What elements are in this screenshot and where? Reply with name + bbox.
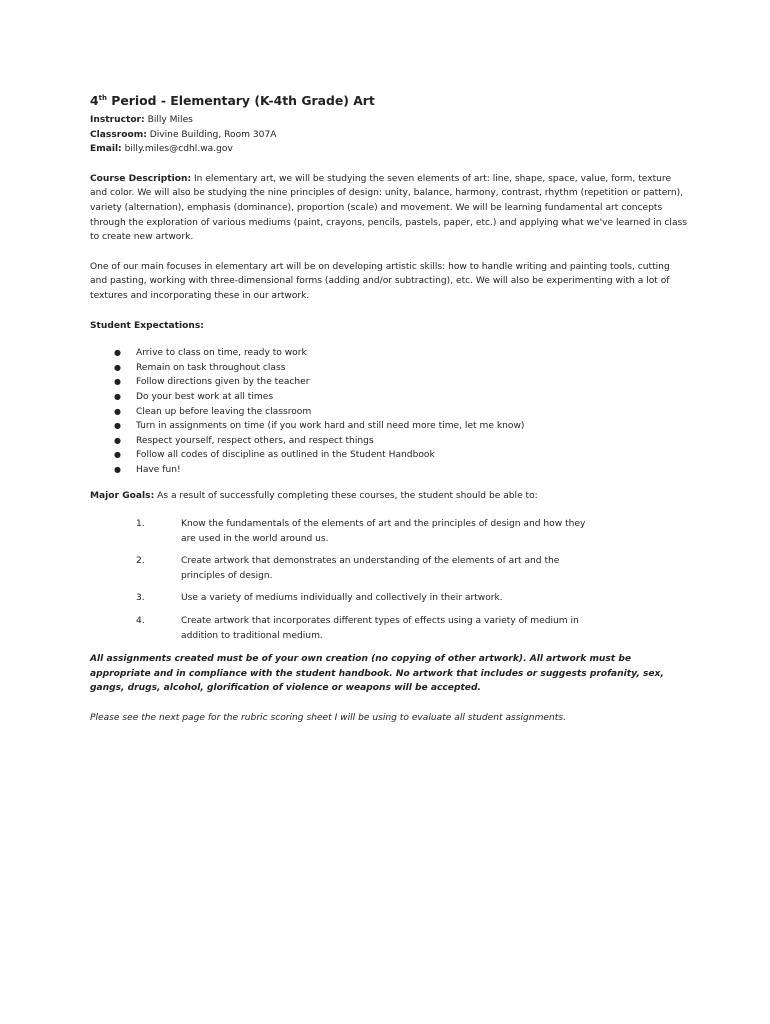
list-item	[90, 463, 688, 478]
list-item	[90, 448, 688, 463]
goals-label: Major Goals:	[90, 491, 155, 502]
title-superscript: th	[98, 93, 107, 102]
bullet-icon: ●	[114, 464, 121, 474]
list-item	[90, 390, 688, 405]
bullet-icon: ●	[114, 348, 121, 358]
document-content	[90, 92, 688, 726]
bullet-icon: ●	[114, 391, 121, 401]
list-item-text: Arrive to class on time, ready to work	[136, 348, 307, 359]
list-item	[90, 434, 688, 449]
classroom-value: Divine Building, Room 307A	[146, 129, 277, 140]
list-item	[90, 405, 688, 420]
list-item-text: Follow directions given by the teacher	[136, 377, 310, 388]
focus-paragraph: One of our main focuses in elementary art will be on developing artistic skills: how to handle writing and painting tools, cutting and pasting, working with three-dimensional forms (adding and/or subtracting), etc. We will also be experimenting with a lot of textures and incorporating these in our artwork.	[90, 261, 670, 301]
page-title	[90, 92, 688, 110]
goal-item	[90, 614, 688, 643]
email-label: Email:	[90, 144, 122, 155]
goal-number: 4.	[136, 616, 145, 627]
list-item	[90, 361, 688, 376]
instructor-line	[90, 113, 688, 128]
list-item	[90, 419, 688, 434]
course-description-label: Course Description:	[90, 173, 192, 184]
list-item	[90, 375, 688, 390]
policy-paragraph: All assignments created must be of your own creation (no copying of other artwork). All artwork must be appropriate and in compliance with the student handbook. No artwork that includes or suggests profanity, sex, gangs, drugs, alcohol, glorification of violence or weapons will be accepted.	[90, 654, 664, 694]
goal-number: 1.	[136, 519, 145, 530]
bullet-icon: ●	[114, 450, 121, 460]
goal-item	[90, 517, 688, 546]
classroom-label: Classroom:	[90, 129, 147, 140]
goals-intro	[90, 489, 688, 504]
goal-number: 3.	[136, 593, 145, 604]
goal-text: Know the fundamentals of the elements of art and the principles of design and how they are used in the world around us.	[181, 519, 586, 544]
goal-number: 2.	[136, 556, 145, 567]
list-item-text: Follow all codes of discipline as outlined in the Student Handbook	[136, 450, 435, 461]
instructor-label: Instructor:	[90, 115, 145, 125]
list-item-text: Remain on task throughout class	[136, 362, 286, 373]
bullet-icon: ●	[114, 377, 121, 387]
goals-list	[90, 517, 688, 643]
goal-text: Create artwork that incorporates different types of effects using a variety of medium in addition to traditional medium.	[181, 616, 579, 641]
list-item-text: Do your best work at all times	[136, 391, 274, 402]
list-item-text: Turn in assignments on time (if you work hard and still need more time, let me know)	[136, 421, 525, 432]
expectations-heading: Student Expectations:	[90, 320, 204, 331]
bullet-icon: ●	[114, 406, 121, 416]
goal-item	[90, 591, 688, 606]
goals-intro-text: As a result of successfully completing these courses, the student should be able to:	[154, 491, 538, 502]
goal-text: Use a variety of mediums individually and collectively in their artwork.	[181, 593, 503, 604]
bullet-icon: ●	[114, 435, 121, 445]
email-value: billy.miles@cdhl.wa.gov	[121, 144, 233, 155]
classroom-line	[90, 128, 688, 143]
title-prefix: 4	[90, 93, 99, 108]
list-item-text: Respect yourself, respect others, and respect things	[136, 435, 374, 446]
expectations-list	[90, 346, 688, 477]
rubric-note: Please see the next page for the rubric scoring sheet I will be using to evaluate all student assignments.	[90, 713, 566, 723]
list-item-text: Have fun!	[136, 464, 181, 475]
bullet-icon: ●	[114, 362, 121, 372]
title-rest: Period - Elementary (K-4th Grade) Art	[106, 93, 375, 108]
bullet-icon: ●	[114, 421, 121, 431]
email-line	[90, 142, 688, 157]
list-item	[90, 346, 688, 361]
course-description	[90, 172, 688, 245]
course-description-text: In elementary art, we will be studying the seven elements of art: line, shape, space, value, form, texture and color. We will also be studying the nine principles of design: unity, balance, harmony, contrast, rhythm (repetition or pattern), variety (alternation), emphasis (dominance), proportion (scale) and movement. We will be learning fundamental art concepts through the exploration of various mediums (paint, crayons, pencils, pastels, paper, etc.) and applying what we've learned in class to create new artwork.	[90, 173, 688, 243]
goal-text: Create artwork that demonstrates an understanding of the elements of art and the principles of design.	[181, 556, 560, 581]
instructor-value: Billy Miles	[144, 115, 193, 125]
list-item-text: Clean up before leaving the classroom	[136, 406, 312, 417]
goal-item	[90, 554, 688, 583]
